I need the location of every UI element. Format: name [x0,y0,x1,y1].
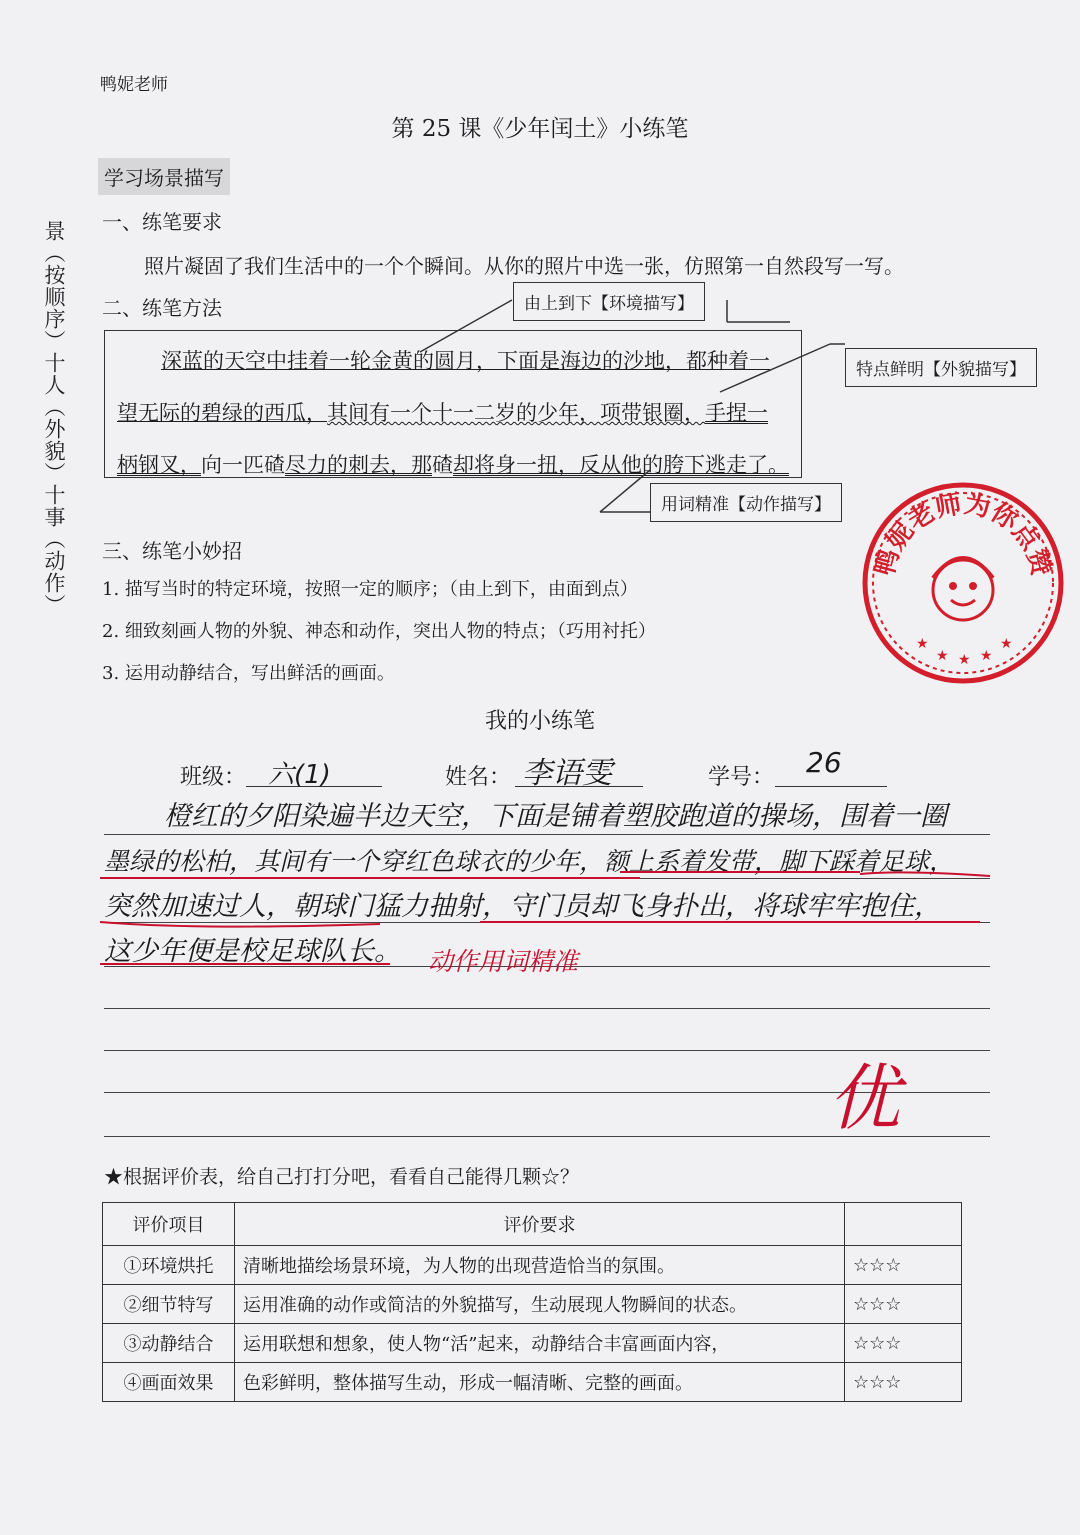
row-requirement: 运用联想和想象，使人物“活”起来，动静结合丰富画面内容， [235,1324,845,1363]
svg-text:★: ★ [1000,636,1013,652]
writing-line-1: 橙红的夕阳染遍半边天空，下面是铺着塑胶跑道的操场，围着一圈 [164,801,947,832]
praise-stamp [858,478,1068,688]
passage-line-3d: 却将身一扭，反从他的胯下逃走了。 [453,453,789,477]
table-row [103,1285,962,1324]
table-row [103,1363,962,1402]
ruled-line [104,1008,990,1009]
practice-title: 我的小练笔 [484,709,595,734]
header-stars [845,1203,962,1246]
side-note: 景（按顺序）十人（外貌）十事（动作） [42,220,66,616]
svg-text:★: ★ [936,648,949,664]
section2-heading: 二、练笔方法 [102,296,222,320]
row-stars[interactable]: ☆☆☆ [845,1246,962,1285]
teacher-comment: 动作用词精准 [428,947,579,976]
row-requirement: 运用准确的动作或简洁的外貌描写，生动展现人物瞬间的状态。 [235,1285,845,1324]
table-row [103,1324,962,1363]
row-item: ②细节特写 [103,1285,235,1324]
header-requirement: 评价要求 [235,1203,845,1246]
passage-line-3a: 柄钢叉， [117,453,201,477]
passage-line-3b: 向一匹 [201,453,264,477]
passage-cha-2: 碴 [432,453,453,477]
svg-text:★: ★ [916,636,929,652]
note-environment: 由上到下【环境描写】 [513,282,705,321]
passage-line-2c: 手捏一 [705,401,768,425]
page-title: 第 25 课《少年闰土》小练笔 [391,116,689,142]
teacher-grade-mark: 优 [828,1056,901,1140]
note-appearance: 特点鲜明【外貌描写】 [845,348,1037,387]
table-row [103,1246,962,1285]
table-header-row [103,1203,962,1246]
row-item: ④画面效果 [103,1363,235,1402]
section1-heading: 一、练笔要求 [102,210,222,234]
class-label: 班级： [180,765,247,790]
svg-text:★: ★ [958,652,971,668]
evaluation-table [102,1202,962,1402]
row-item: ①环境烘托 [103,1246,235,1285]
note-action: 用词精准【动作描写】 [650,483,842,522]
passage-line-2a: 望无际的碧绿的西瓜， [117,401,327,425]
tip-1: 1. 描写当时的特定环境，按照一定的顺序；（由上到下，由面到点） [102,579,638,600]
passage-line-1: 深蓝的天空中挂着一轮金黄的圆月，下面是海边的沙地，都种着一 [161,349,770,373]
stamp-text: 鸭妮老师为你点赞 [869,489,1057,579]
row-stars[interactable]: ☆☆☆ [845,1285,962,1324]
row-stars[interactable]: ☆☆☆ [845,1363,962,1402]
writing-line-4: 这少年便是校足球队长。 [104,936,401,967]
tip-2: 2. 细致刻画人物的外貌、神态和动作，突出人物的特点；（巧用衬托） [102,621,656,642]
section3-heading: 三、练笔小妙招 [102,539,242,563]
writing-line-3: 突然加速过人，朝球门猛力抽射，守门员却飞身扑出，将球牢牢抱住， [104,891,941,922]
section1-text: 照片凝固了我们生活中的一个个瞬间。从你的照片中选一张，仿照第一自然段写一写。 [144,254,904,278]
passage-line-3c: 尽力的刺去，那 [285,453,432,477]
passage-line-2b: 其间有一个十一二岁的少年，项带银圈， [327,401,705,425]
id-line [775,786,887,787]
annotation-connectors [0,0,1080,560]
class-value: 六(1) [268,760,331,790]
author-name: 鸭妮老师 [100,75,168,95]
writing-line-2: 墨绿的松柏，其间有一个穿红色球衣的少年，额上系着发带，脚下踩着足球， [104,847,955,876]
row-stars[interactable]: ☆☆☆ [845,1324,962,1363]
passage-cha-1: 碴 [264,453,285,477]
stamp-stars-icon [916,636,1013,668]
name-value: 李语雯 [522,756,612,791]
row-item: ③动静结合 [103,1324,235,1363]
topic-tag: 学习场景描写 [98,158,230,195]
header-item: 评价项目 [103,1203,235,1246]
tip-3: 3. 运用动静结合，写出鲜活的画面。 [102,663,395,684]
name-label: 姓名： [445,765,512,790]
row-requirement: 清晰地描绘场景环境，为人物的出现营造恰当的氛围。 [235,1246,845,1285]
evaluation-heading: ★根据评价表，给自己打打分吧，看看自己能得几颗☆？ [104,1166,580,1188]
row-requirement: 色彩鲜明，整体描写生动，形成一幅清晰、完整的画面。 [235,1363,845,1402]
id-label: 学号： [708,765,775,790]
svg-text:★: ★ [980,648,993,664]
id-value: 26 [806,746,842,779]
